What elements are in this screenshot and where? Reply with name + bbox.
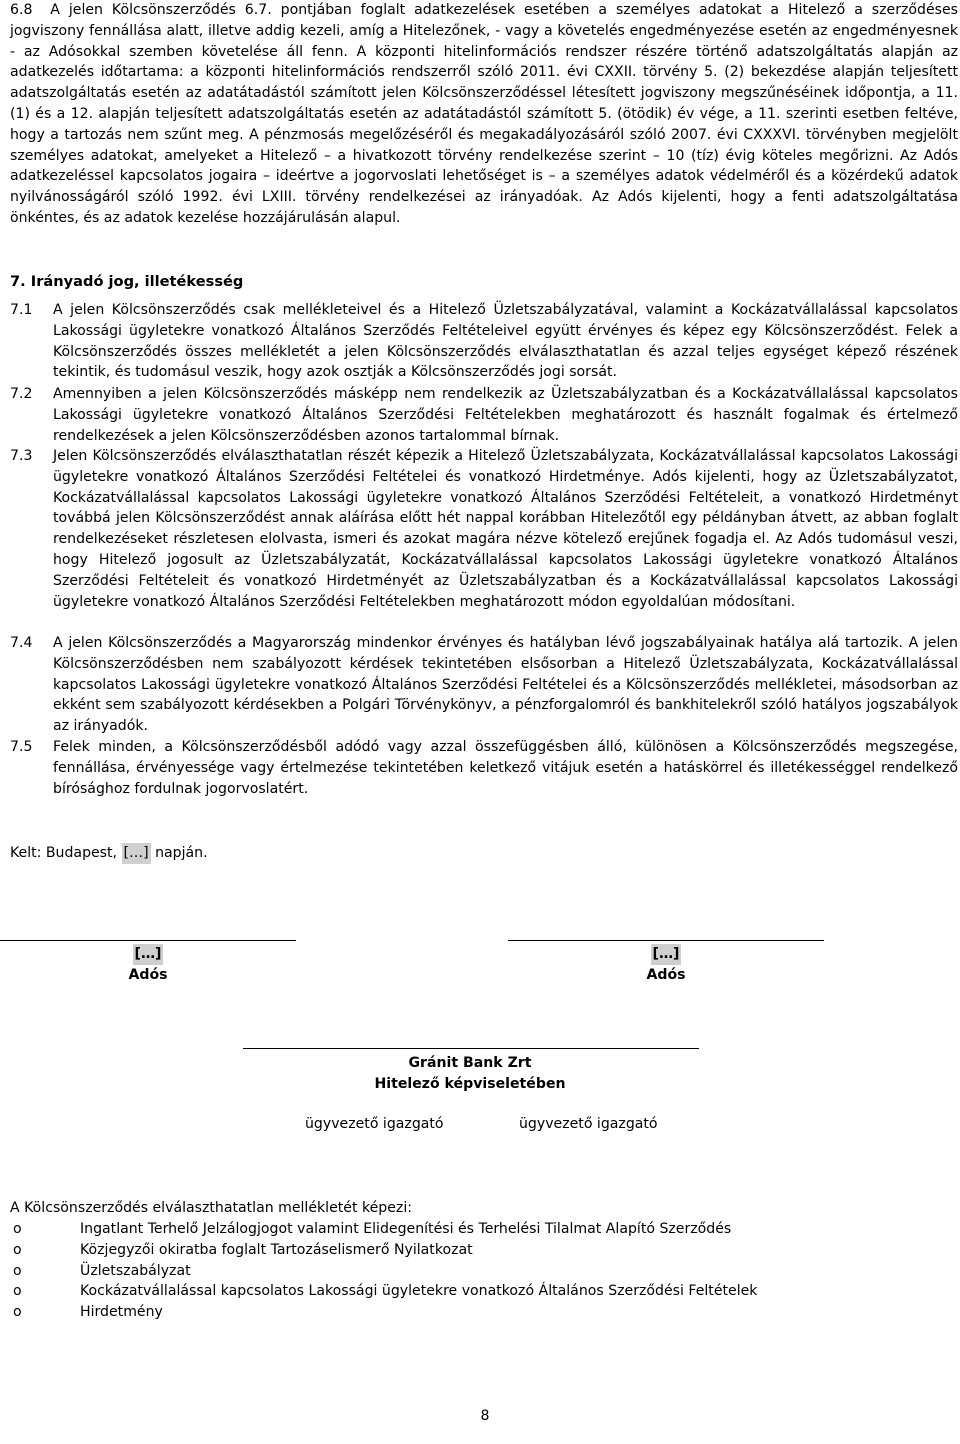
clause-7-3 (10, 446, 958, 612)
debtor-name-blank[interactable]: […] (133, 944, 164, 965)
date-blank-field[interactable]: […] (122, 843, 151, 864)
clause-7-1 (10, 300, 958, 383)
place-date-line (10, 843, 208, 864)
clause-number: 7.3 (10, 448, 33, 464)
clause-number: 7.5 (10, 739, 33, 755)
debtor-role: Adós (646, 966, 686, 983)
clause-text: Amennyiben a jelen Kölcsönszerződés másképp nem rendelkezik az Üzletszabályzatban és a Kockázatvállalással kapcsolatos Lakossági ügyletekre vonatkozó Általános Szerződési Feltételekben meghatározott és használt fogalmak és értelmező rendelkezések a jelen Kölcsönszerződésben azonos tartalommal bírnak. (53, 386, 958, 444)
clause-7-4 (10, 633, 958, 737)
bullet-icon: o (13, 1221, 22, 1237)
signature-block-debtor-left (58, 944, 238, 986)
annex-item-text: Közjegyzői okiratba foglalt Tartozáselismerő Nyilatkozat (80, 1241, 473, 1258)
clause-text: Jelen Kölcsönszerződés elválaszthatatlan részét képezik a Hitelező Üzletszabályzata, Kockázatvállalással kapcsolatos Lakossági ügyletekre vonatkozó Általános Szerződési Feltételei és vonatkozó Hirdetménye. Adós kijelenti, hogy az Üzletszabályzatot, Kockázatvállalással kapcsolatos Lakossági ügyletekre vonatkozó Általános Szerződési Feltételeit, a vonatkozó Hirdetményt továbbá jelen Kölcsönszerződést annak aláírása előtt hét nappal korábban Hitelezőtől egy példányban átvett, az abban foglalt rendelkezéseket részletesen elolvasta, ismeri és azokat magára nézve kötelező erejűnek fogadja el. Az Adós tudomásul veszi, hogy Hitelező jogosult az Üzletszabályzatát, Kockázatvállalással kapcsolatos Lakossági ügyletekre vonatkozó Általános Szerződési Feltételeit és vonatkozó Hirdetményét az Üzletszabályzatban és a Kockázatvállalással kapcsolatos Lakossági ügyletekre vonatkozó Általános Szerződési Feltételekben meghatározott módon egyoldalúan módosítani. (53, 448, 958, 610)
clause-7-5 (10, 737, 958, 799)
signature-block-debtor-right (576, 944, 756, 986)
page-number: 8 (480, 1408, 490, 1424)
clause-text: A jelen Kölcsönszerződés a Magyarország mindenkor érvényes és hatályban lévő jogszabályainak hatálya alá tartozik. A jelen Kölcsönszerződésben nem szabályozott kérdések tekintetében elsősorban a Hitelező Üzletszabályzata, Kockázatvállalással kapcsolatos Lakossági ügyletekre vonatkozó Általános Szerződési Feltételei és a Kölcsönszerződés mellékletei, másodsorban az ekként sem szabályozott kérdésekben a Polgári Törvénykönyv, a pénzforgalomról és bankhitelekről szóló hatályos jogszabályok az irányadók. (53, 635, 958, 735)
signature-line-debtor-left (0, 940, 296, 941)
section-7-heading: 7. Irányadó jog, illetékesség (10, 273, 244, 290)
place-date-suffix: napján. (150, 845, 208, 861)
annex-item-text: Hirdetmény (80, 1304, 163, 1321)
bullet-icon: o (13, 1304, 22, 1321)
annex-item-text: Kockázatvállalással kapcsolatos Lakossági ügyletekre vonatkozó Általános Szerződési Feltételek (80, 1283, 758, 1300)
signature-line-bank (243, 1048, 699, 1049)
debtor-role: Adós (128, 966, 168, 983)
annex-item-text: Üzletszabályzat (80, 1262, 191, 1279)
signature-line-debtor-right (508, 940, 824, 941)
place-date-prefix: Kelt: Budapest, (10, 845, 122, 861)
paragraph-6-8-text: pontjában foglalt adatkezelések esetében a személyes adatokat a Hitelező a szerződéses jogviszony fennállása alatt, illetve addig kezeli, amíg a Hitelezőnek, - vagy a követelés engedményezése esetén az engedményesnek - az Adósokkal szemben követelése áll fenn. A központi hitelinformációs rendszer részére történő adatszolgáltatás alapján az adatkezelés időtartama: a központi hitelinformációs rendszerről szóló 2011. évi CXXII. törvény 5. (2) bekezdése alapján teljesített adatszolgáltatás esetén az adatátadástól számított jelen Kölcsönszerződéssel létesített jogviszony megszűnéséinek időpontja, a 11. (1) és a 12. alapján teljesített adatszolgáltatás esetén az adatátadástól számított 5. (ötödik) év vége, a 11. szerinti esetben feltéve, hogy a tartozás nem szűnt meg. A pénzmosás megelőzéséről és megakadályozásáról szóló 2007. évi CXXXVI. törvényben megjelölt személyes adatokat, amelyeket a Hitelező – a hivatkozott törvény rendelkezése szerint – 10 (tíz) évig köteles megőrizni. Az Adós adatkezeléssel kapcsolatos jogaira – ideértve a jogorvoslati lehetőséget is – a személyes adatok védelméről és a közérdekű adatok nyilvánosságáról szóló 1992. évi LXIII. törvény rendelkezései az irányadóak. Az Adós kijelenti, hogy a fenti adatszolgáltatása önkéntes, és az adatok kezelése hozzájárulásán alapul. (10, 2, 958, 226)
bullet-icon: o (13, 1241, 22, 1258)
annex-title: A Kölcsönszerződés elválaszthatatlan mellékletét képezi: (10, 1200, 412, 1216)
bullet-icon: o (13, 1283, 22, 1300)
officer-title-right: ügyvezető igazgató (519, 1116, 658, 1132)
bullet-icon: o (13, 1262, 22, 1279)
officer-title-left: ügyvezető igazgató (305, 1116, 444, 1132)
clause-number: 7.1 (10, 302, 33, 318)
clause-number: 7.2 (10, 386, 33, 402)
bank-name: Gránit Bank Zrt (408, 1055, 532, 1071)
clause-7-2 (10, 384, 958, 446)
clause-number: 7.4 (10, 635, 33, 651)
debtor-name-blank[interactable]: […] (651, 944, 682, 965)
clause-text: A jelen Kölcsönszerződés csak mellékleteivel és a Hitelező Üzletszabályzatával, valamint a Kockázatvállalással kapcsolatos Lakossági ügyletekre vonatkozó Általános Szerződés Feltételeivel együtt érvényes és képez egy Kölcsönszerződést. Felek a Kölcsönszerződés összes mellékletét a jelen Kölcsönszerződés elválaszthatatlan és azzal teljes egységet képező részének tekintik, és tudomásul veszik, hogy azok osztják a Kölcsönszerződés jogi sorsát. (53, 302, 958, 381)
paragraph-6-8-lead: 6.8 A jelen Kölcsönszerződés 6.7. (10, 2, 272, 18)
annex-item-text: Ingatlant Terhelő Jelzálogjogot valamint Elidegenítési és Terhelési Tilalmat Alapító Szerződés (80, 1221, 732, 1237)
signature-block-bank (330, 1053, 610, 1095)
clause-text: Felek minden, a Kölcsönszerződésből adódó vagy azzal összefüggésben álló, különösen a Kölcsönszerződés megszegése, fennállása, érvényessége vagy értelmezése tekintetében keletkező vitájuk esetén a hatáskörrel és illetékességgel rendelkező bírósághoz fordulnak jogorvoslatért. (53, 739, 958, 797)
bank-subtitle: Hitelező képviseletében (374, 1075, 566, 1092)
paragraph-6-8 (10, 0, 958, 229)
